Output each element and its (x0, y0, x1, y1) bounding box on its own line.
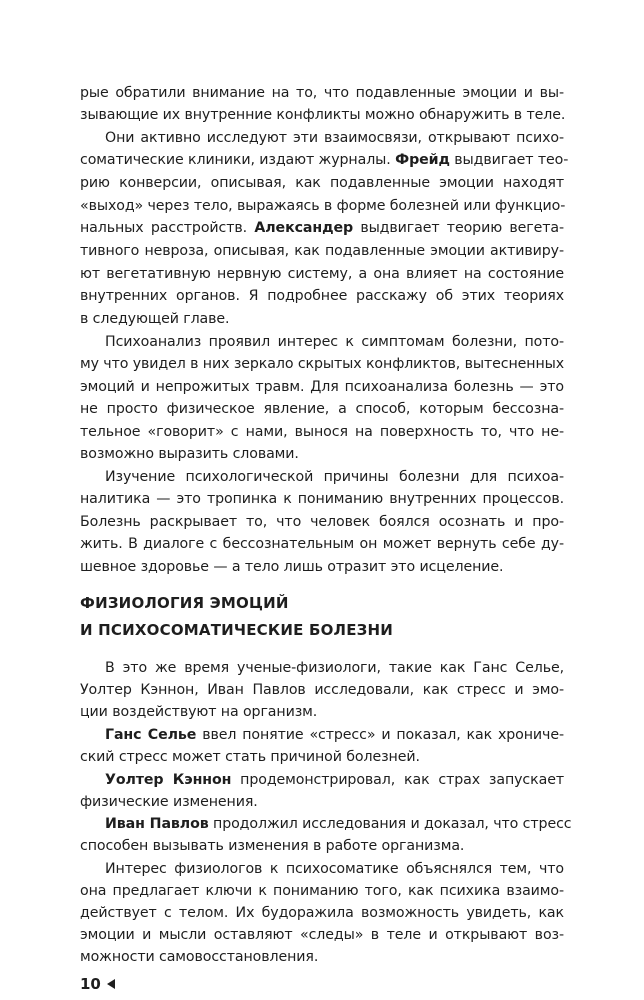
body-text: ввел понятие «стресс» и показал, как хрониче- (196, 727, 564, 743)
body-line: можности самовосстановления. (80, 949, 319, 965)
body-line: налитика — это тропинка к пониманию внутренних процессов. (80, 491, 564, 507)
body-text: продолжил исследования и доказал, что стресс (208, 816, 572, 832)
body-line: в следующей главе. (80, 311, 230, 327)
body-line: ский стресс может стать причиной болезней. (80, 749, 420, 765)
body-line: шевное здоровье — а тело лишь отразит это исцеление. (80, 559, 504, 575)
body-line: зывающие их внутренние конфликты можно обнаружить в теле. (80, 107, 566, 123)
body-line: рию конверсии, описывая, как подавленные эмоции находят (80, 175, 564, 191)
body-line: «выход» через тело, выражаясь в форме болезней или функцио- (80, 198, 566, 214)
body-line: внутренних органов. Я подробнее расскажу об этих теориях (80, 288, 564, 304)
section-heading-line: ФИЗИОЛОГИЯ ЭМОЦИЙ (80, 594, 289, 612)
body-line: жить. В диалоге с бессознательным он может вернуть себе ду- (80, 536, 564, 552)
body-line: Интерес физиологов к психосоматике объяснялся тем, что (105, 861, 564, 877)
name-cannon: Уолтер Кэннон (105, 772, 232, 788)
body-line: она предлагает ключи к пониманию того, как психика взаимо- (80, 883, 564, 899)
body-line: Болезнь раскрывает то, что человек боялся осознать и про- (80, 514, 564, 530)
body-line: не просто физическое явление, а способ, которым бессозна- (80, 401, 564, 417)
body-text: соматические клиники, издают журналы. (80, 152, 396, 168)
body-line: тивного невроза, описывая, как подавленные эмоции активиру- (80, 243, 564, 259)
body-line: ции воздействуют на организм. (80, 704, 318, 720)
body-line: рые обратили внимание на то, что подавленные эмоции и вы- (80, 85, 564, 101)
body-line: ют вегетативную нервную систему, а она влияет на состояние (80, 266, 564, 282)
body-line: эмоции и мысли оставляют «следы» в теле и открывают воз- (80, 927, 564, 943)
name-alexander: Александер (254, 220, 354, 236)
body-line: способен вызывать изменения в работе организма. (80, 838, 465, 854)
name-pavlov: Иван Павлов (105, 816, 209, 832)
body-text: выдвигает теорию вегета- (353, 220, 564, 236)
name-freud: Фрейд (395, 152, 450, 168)
body-text: продемонстрировал, как страх запускает (231, 772, 564, 788)
page-folio (80, 974, 115, 994)
body-line: му что увидел в них зеркало скрытых конфликтов, вытесненных (80, 356, 565, 372)
body-text: выдвигает тео- (449, 152, 569, 168)
body-line: Они активно исследуют эти взаимосвязи, открывают психо- (105, 130, 564, 146)
left-triangle-icon (107, 979, 115, 989)
body-line: Психоанализ проявил интерес к симптомам болезни, пото- (105, 334, 564, 350)
name-selye: Ганс Селье (105, 727, 197, 743)
page-number: 10 (80, 975, 101, 993)
body-text: нальных расстройств. (80, 220, 255, 236)
body-line: действует с телом. Их будоражила возможность увидеть, как (80, 905, 564, 921)
body-line: возможно выразить словами. (80, 446, 299, 462)
body-line: Изучение психологической причины болезни для психоа- (105, 469, 564, 485)
body-line: физические изменения. (80, 794, 258, 810)
section-heading-line: И ПСИХОСОМАТИЧЕСКИЕ БОЛЕЗНИ (80, 621, 394, 639)
body-line: Уолтер Кэннон, Иван Павлов исследовали, как стресс и эмо- (80, 682, 564, 698)
body-line: В это же время ученые-физиологи, такие как Ганс Селье, (105, 660, 564, 676)
body-line: тельное «говорит» с нами, вынося на поверхность то, что не- (80, 424, 564, 440)
body-line: эмоций и непрожитых травм. Для психоанализа болезнь — это (80, 379, 564, 395)
